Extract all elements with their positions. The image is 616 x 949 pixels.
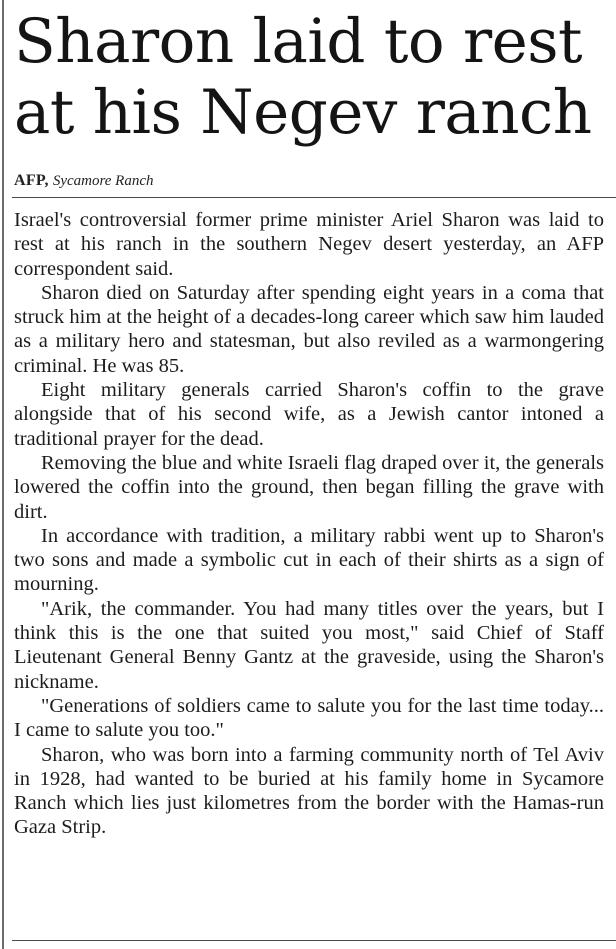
left-border-rule [2, 0, 4, 949]
article-body [14, 208, 604, 840]
paragraph: "Arik, the commander. You had many titles over the years, but I think this is the one that suited you most," said Chief of Staff Lieutenant General Benny Gantz at the graveside, using the Sharon's nickname. [14, 597, 604, 693]
bottom-divider [12, 940, 616, 941]
byline-divider [12, 197, 616, 198]
byline [14, 171, 154, 191]
paragraph: Israel's controversial former prime minister Ariel Sharon was laid to rest at his ranch in the southern Negev desert yesterday, an AFP correspondent said. [14, 209, 604, 280]
byline-place: Sycamore Ranch [52, 173, 154, 189]
byline-agency: AFP, [14, 172, 49, 189]
paragraph: Sharon, who was born into a farming community north of Tel Aviv in 1928, had wanted to be buried at his family home in Sycamore Ranch which lies just kilometres from the border with the Hamas-run Gaza Strip. [14, 743, 604, 839]
paragraph: Sharon died on Saturday after spending eight years in a coma that struck him at the height of a decades-long career which saw him lauded as a military hero and statesman, but also reviled as a warmongering criminal. He was 85. [14, 281, 604, 377]
paragraph: Removing the blue and white Israeli flag draped over it, the generals lowered the coffin into the ground, then began filling the grave with dirt. [14, 451, 604, 523]
headline: Sharon laid to rest at his Negev ranch [14, 6, 592, 148]
paragraph: In accordance with tradition, a military rabbi went up to Sharon's two sons and made a symbolic cut in each of their shirts as a sign of mourning. [14, 524, 604, 596]
paragraph: Eight military generals carried Sharon's coffin to the grave alongside that of his second wife, as a Jewish cantor intoned a traditional prayer for the dead. [14, 379, 604, 450]
paragraph: "Generations of soldiers came to salute you for the last time today... I came to salute you too." [14, 694, 604, 742]
